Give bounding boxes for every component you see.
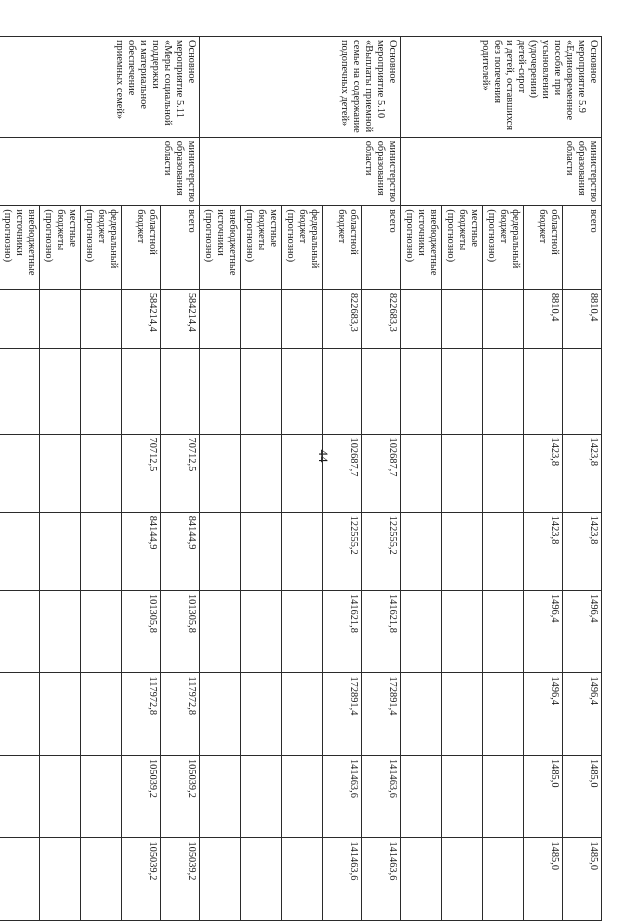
funding-source-cell: областной бюджет (122, 206, 161, 290)
amount-cell-total (241, 289, 282, 348)
amount-cell-y6: 105039,2 (122, 755, 161, 838)
amount-cell-y6: 105039,2 (161, 755, 200, 838)
table-row (161, 37, 200, 921)
amount-cell-y3: 1423,8 (524, 512, 563, 590)
amount-cell-y5: 1496,4 (524, 673, 563, 756)
amount-cell-y6 (200, 755, 241, 838)
amount-cell-y3 (483, 512, 524, 590)
amount-cell-y1 (0, 348, 40, 434)
amount-cell-y1 (282, 348, 323, 434)
amount-cell-y4 (401, 590, 442, 673)
amount-cell-y1 (563, 348, 602, 434)
amount-cell-total: 8810,4 (563, 289, 602, 348)
budget-table-frame (2, 36, 602, 921)
responsible-line: области (564, 140, 575, 176)
funding-source-cell: всего (161, 206, 200, 290)
amount-cell-y7 (483, 838, 524, 921)
event-name-line: мероприятие 5.11 (174, 40, 185, 118)
event-name-line: «Выплаты приемной (363, 40, 374, 133)
amount-cell-y3 (81, 512, 122, 590)
amount-cell-y2 (81, 434, 122, 512)
funding-source-cell: областной бюджет (524, 206, 563, 290)
amount-cell-y7 (200, 838, 241, 921)
amount-cell-y7 (401, 838, 442, 921)
funding-source-cell: внебюджетные источники (прогнозно) (0, 206, 40, 290)
responsible-line: министерство (387, 140, 398, 203)
amount-cell-y1 (122, 348, 161, 434)
table-row (362, 37, 401, 921)
amount-cell-y2 (0, 434, 40, 512)
amount-cell-y4: 101305,8 (161, 590, 200, 673)
event-name-line: без попечения (492, 40, 503, 103)
amount-cell-y6: 1485,0 (524, 755, 563, 838)
amount-cell-y6 (241, 755, 282, 838)
amount-cell-y2 (483, 434, 524, 512)
amount-cell-total: 822683,3 (362, 289, 401, 348)
event-name-line: Основное (186, 40, 197, 84)
event-name-line: и материальное (138, 40, 149, 110)
responsible-line: образования (576, 140, 587, 196)
amount-cell-y4: 141621,8 (362, 590, 401, 673)
responsible-line: министерство (186, 140, 197, 203)
amount-cell-y1 (40, 348, 81, 434)
amount-cell-total (81, 289, 122, 348)
amount-cell-total: 822683,3 (323, 289, 362, 348)
amount-cell-y5: 117972,8 (161, 673, 200, 756)
amount-cell-y4 (0, 590, 40, 673)
amount-cell-y1 (524, 348, 563, 434)
amount-cell-y3: 84144,9 (161, 512, 200, 590)
amount-cell-y5 (200, 673, 241, 756)
event-name-line: Основное (387, 40, 398, 84)
amount-cell-total (401, 289, 442, 348)
amount-cell-y6: 141463,6 (362, 755, 401, 838)
event-name-cell (200, 37, 401, 138)
funding-source-cell: федеральный бюджет (прогнозно) (483, 206, 524, 290)
responsible-line: образования (174, 140, 185, 196)
amount-cell-y7 (442, 838, 483, 921)
amount-cell-total (40, 289, 81, 348)
amount-cell-y5: 172891,4 (323, 673, 362, 756)
responsible-line: области (363, 140, 374, 176)
amount-cell-total (442, 289, 483, 348)
responsible-line: образования (375, 140, 386, 196)
amount-cell-y1 (323, 348, 362, 434)
amount-cell-y3 (401, 512, 442, 590)
event-name-line: обеспечение (126, 40, 137, 96)
amount-cell-y7: 105039,2 (161, 838, 200, 921)
amount-cell-y5 (40, 673, 81, 756)
amount-cell-y5 (0, 673, 40, 756)
event-name-line: приемных семей» (114, 40, 125, 120)
funding-source-cell: внебюджетные источники (прогнозно) (200, 206, 241, 290)
funding-source-cell: федеральный бюджет (прогнозно) (282, 206, 323, 290)
amount-cell-y3: 122555,2 (362, 512, 401, 590)
amount-cell-total (483, 289, 524, 348)
amount-cell-y2: 70712,5 (161, 434, 200, 512)
amount-cell-y4 (442, 590, 483, 673)
amount-cell-y1 (442, 348, 483, 434)
amount-cell-y6: 1485,0 (563, 755, 602, 838)
event-name-line: Основное (588, 40, 599, 84)
table-row (563, 37, 602, 921)
event-name-line: и детей, оставшихся (504, 40, 515, 131)
amount-cell-y6 (401, 755, 442, 838)
amount-cell-y6 (0, 755, 40, 838)
responsible-cell (401, 137, 602, 206)
amount-cell-y2 (241, 434, 282, 512)
event-name-line: «Единовременное (564, 40, 575, 121)
amount-cell-y4: 101305,8 (122, 590, 161, 673)
amount-cell-total (0, 289, 40, 348)
amount-cell-y2 (40, 434, 81, 512)
event-name-line: (удочерении) (528, 40, 539, 98)
funding-source-cell: всего (563, 206, 602, 290)
amount-cell-y2 (200, 434, 241, 512)
funding-source-cell: всего (362, 206, 401, 290)
amount-cell-y7 (40, 838, 81, 921)
amount-cell-y6 (40, 755, 81, 838)
responsible-line: области (162, 140, 173, 176)
amount-cell-y6 (282, 755, 323, 838)
amount-cell-y2: 102687,7 (362, 434, 401, 512)
amount-cell-y7: 1485,0 (524, 838, 563, 921)
amount-cell-y2: 1423,8 (563, 434, 602, 512)
amount-cell-y6 (442, 755, 483, 838)
amount-cell-y4: 141621,8 (323, 590, 362, 673)
amount-cell-y6 (81, 755, 122, 838)
event-name-line: усыновлении (540, 40, 551, 99)
amount-cell-total: 584214,4 (122, 289, 161, 348)
responsible-line: министерство (588, 140, 599, 203)
event-name-line: «Меры социальной (162, 40, 173, 126)
event-name-cell (401, 37, 602, 138)
amount-cell-y6 (483, 755, 524, 838)
event-name-line: поддержки (150, 40, 161, 89)
event-name-line: детей-сирот (516, 40, 527, 94)
amount-cell-y7: 141463,6 (362, 838, 401, 921)
funding-source-cell: местные бюджеты (прогнозно) (442, 206, 483, 290)
event-name-line: пособие при (552, 40, 563, 96)
funding-source-cell: местные бюджеты (прогнозно) (241, 206, 282, 290)
amount-cell-y3: 122555,2 (323, 512, 362, 590)
amount-cell-y4 (40, 590, 81, 673)
amount-cell-y2: 102687,7 (323, 434, 362, 512)
amount-cell-y5: 172891,4 (362, 673, 401, 756)
amount-cell-y5: 117972,8 (122, 673, 161, 756)
amount-cell-y2 (282, 434, 323, 512)
amount-cell-y1 (200, 348, 241, 434)
amount-cell-y5 (241, 673, 282, 756)
amount-cell-total (200, 289, 241, 348)
amount-cell-y3 (282, 512, 323, 590)
amount-cell-y1 (362, 348, 401, 434)
event-name-line: мероприятие 5.9 (576, 40, 587, 113)
amount-cell-y5: 1496,4 (563, 673, 602, 756)
responsible-cell (200, 137, 401, 206)
event-name-cell (0, 37, 200, 138)
amount-cell-y7: 141463,6 (323, 838, 362, 921)
amount-cell-y6: 141463,6 (323, 755, 362, 838)
funding-source-cell: внебюджетные источники (прогнозно) (401, 206, 442, 290)
amount-cell-y4 (81, 590, 122, 673)
amount-cell-y5 (81, 673, 122, 756)
amount-cell-y3 (0, 512, 40, 590)
amount-cell-y4 (200, 590, 241, 673)
amount-cell-y5 (282, 673, 323, 756)
funding-source-cell: местные бюджеты (прогнозно) (40, 206, 81, 290)
amount-cell-y2: 1423,8 (524, 434, 563, 512)
amount-cell-y4: 1496,4 (524, 590, 563, 673)
amount-cell-y3 (40, 512, 81, 590)
amount-cell-y4: 1496,4 (563, 590, 602, 673)
event-name-line: семье на содержание (351, 40, 362, 133)
amount-cell-total (282, 289, 323, 348)
budget-table (0, 36, 602, 921)
amount-cell-y2 (442, 434, 483, 512)
amount-cell-y2: 70712,5 (122, 434, 161, 512)
funding-source-cell: областной бюджет (323, 206, 362, 290)
amount-cell-y7: 105039,2 (122, 838, 161, 921)
event-name-line: мероприятие 5.10 (375, 40, 386, 119)
amount-cell-y4 (282, 590, 323, 673)
amount-cell-y3 (200, 512, 241, 590)
amount-cell-y5 (442, 673, 483, 756)
amount-cell-y7 (81, 838, 122, 921)
event-name-line: подопечных детей» (339, 40, 350, 127)
amount-cell-total: 8810,4 (524, 289, 563, 348)
amount-cell-y7: 1485,0 (563, 838, 602, 921)
page-number: 44 (316, 449, 331, 463)
amount-cell-y1 (81, 348, 122, 434)
event-name-line: родителей» (480, 40, 491, 91)
amount-cell-y4 (241, 590, 282, 673)
amount-cell-y5 (401, 673, 442, 756)
amount-cell-y1 (483, 348, 524, 434)
amount-cell-y3: 84144,9 (122, 512, 161, 590)
amount-cell-y7 (241, 838, 282, 921)
amount-cell-y2 (401, 434, 442, 512)
amount-cell-y7 (0, 838, 40, 921)
responsible-cell (0, 137, 200, 206)
amount-cell-y1 (161, 348, 200, 434)
amount-cell-y1 (241, 348, 282, 434)
amount-cell-y7 (282, 838, 323, 921)
amount-cell-y5 (483, 673, 524, 756)
amount-cell-y4 (483, 590, 524, 673)
funding-source-cell: федеральный бюджет (прогнозно) (81, 206, 122, 290)
amount-cell-y3 (241, 512, 282, 590)
amount-cell-total: 584214,4 (161, 289, 200, 348)
amount-cell-y3 (442, 512, 483, 590)
amount-cell-y1 (401, 348, 442, 434)
amount-cell-y3: 1423,8 (563, 512, 602, 590)
budget-table-body (0, 37, 602, 921)
